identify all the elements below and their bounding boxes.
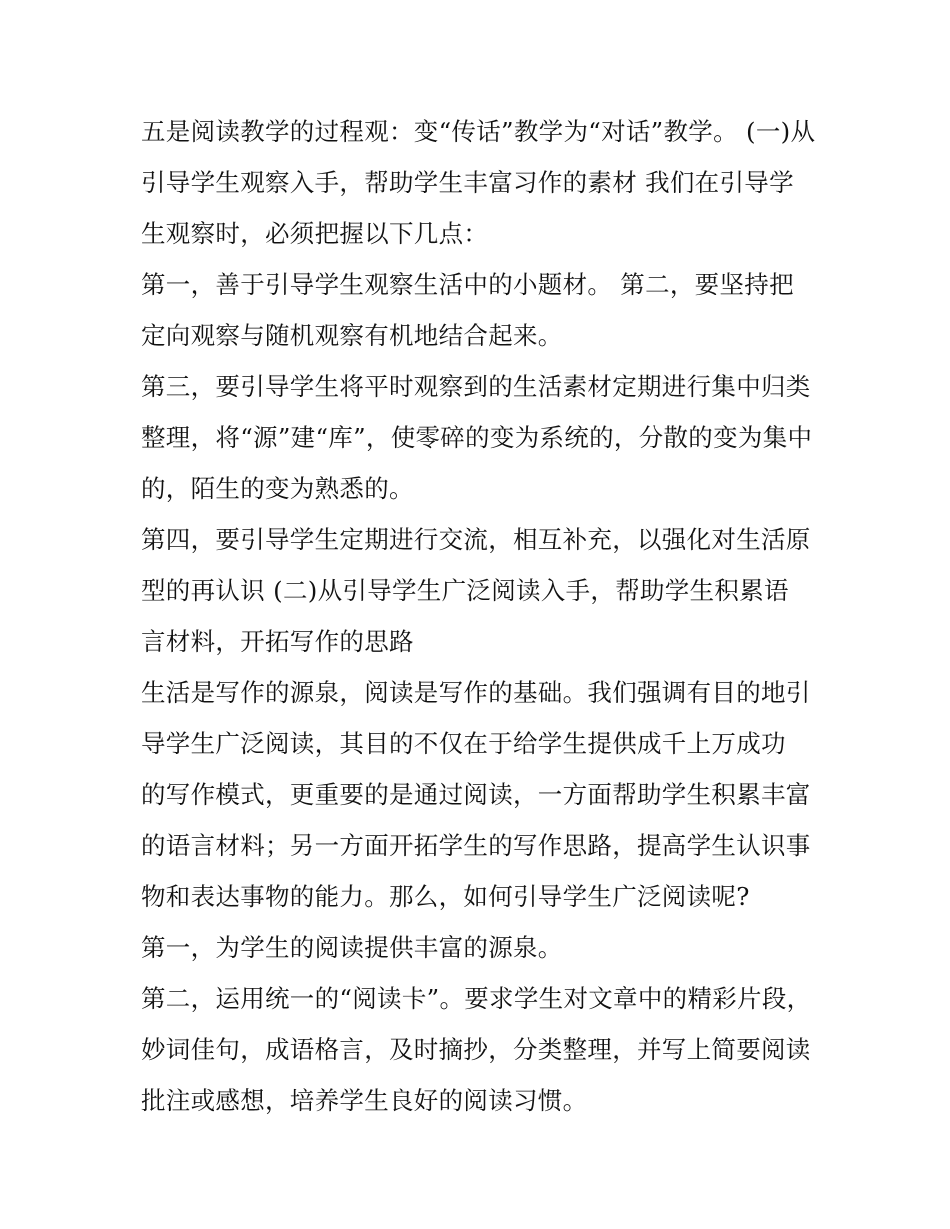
text-line: 妙词佳句，成语格言，及时摘抄，分类整理，并写上简要阅读 (141, 1035, 811, 1064)
text-line: 导学生广泛阅读，其目的不仅在于给学生提供成千上万成功 (141, 729, 786, 758)
text-line: 第一，善于引导学生观察生活中的小题材。 第二，要坚持把 (141, 270, 794, 299)
text-line: 的写作模式，更重要的是通过阅读，一方面帮助学生积累丰富 (141, 780, 811, 809)
text-line: 批注或感想，培养学生良好的阅读习惯。 (141, 1086, 588, 1115)
text-line: 型的再认识 (二)从引导学生广泛阅读入手，帮助学生积累语 (141, 576, 789, 605)
text-line: 第一，为学生的阅读提供丰富的源泉。 (141, 933, 563, 962)
text-line: 第三，要引导学生将平时观察到的生活素材定期进行集中归类 (141, 372, 811, 401)
document-body (141, 106, 821, 1126)
text-line: 第四，要引导学生定期进行交流，相互补充，以强化对生活原 (141, 525, 811, 554)
text-line: 五是阅读教学的过程观：变“传话”教学为“对话”教学。 (一)从 (141, 117, 816, 146)
text-line: 引导学生观察入手，帮助学生丰富习作的素材 我们在引导学 (141, 168, 794, 197)
text-line: 生观察时，必须把握以下几点： (141, 219, 489, 248)
text-line: 整理，将“源”建“库”，使零碎的变为系统的，分散的变为集中 (141, 423, 813, 452)
text-line: 物和表达事物的能力。那么，如何引导学生广泛阅读呢? (141, 882, 750, 911)
text-line: 生活是写作的源泉，阅读是写作的基础。我们强调有目的地引 (141, 678, 811, 707)
text-line: 第二，运用统一的“阅读卡”。要求学生对文章中的精彩片段， (141, 984, 812, 1013)
text-line: 定向观察与随机观察有机地结合起来。 (141, 321, 563, 350)
text-line: 言材料，开拓写作的思路 (141, 627, 414, 656)
text-line: 的语言材料；另一方面开拓学生的写作思路，提高学生认识事 (141, 831, 811, 860)
text-line: 的，陌生的变为熟悉的。 (141, 474, 414, 503)
